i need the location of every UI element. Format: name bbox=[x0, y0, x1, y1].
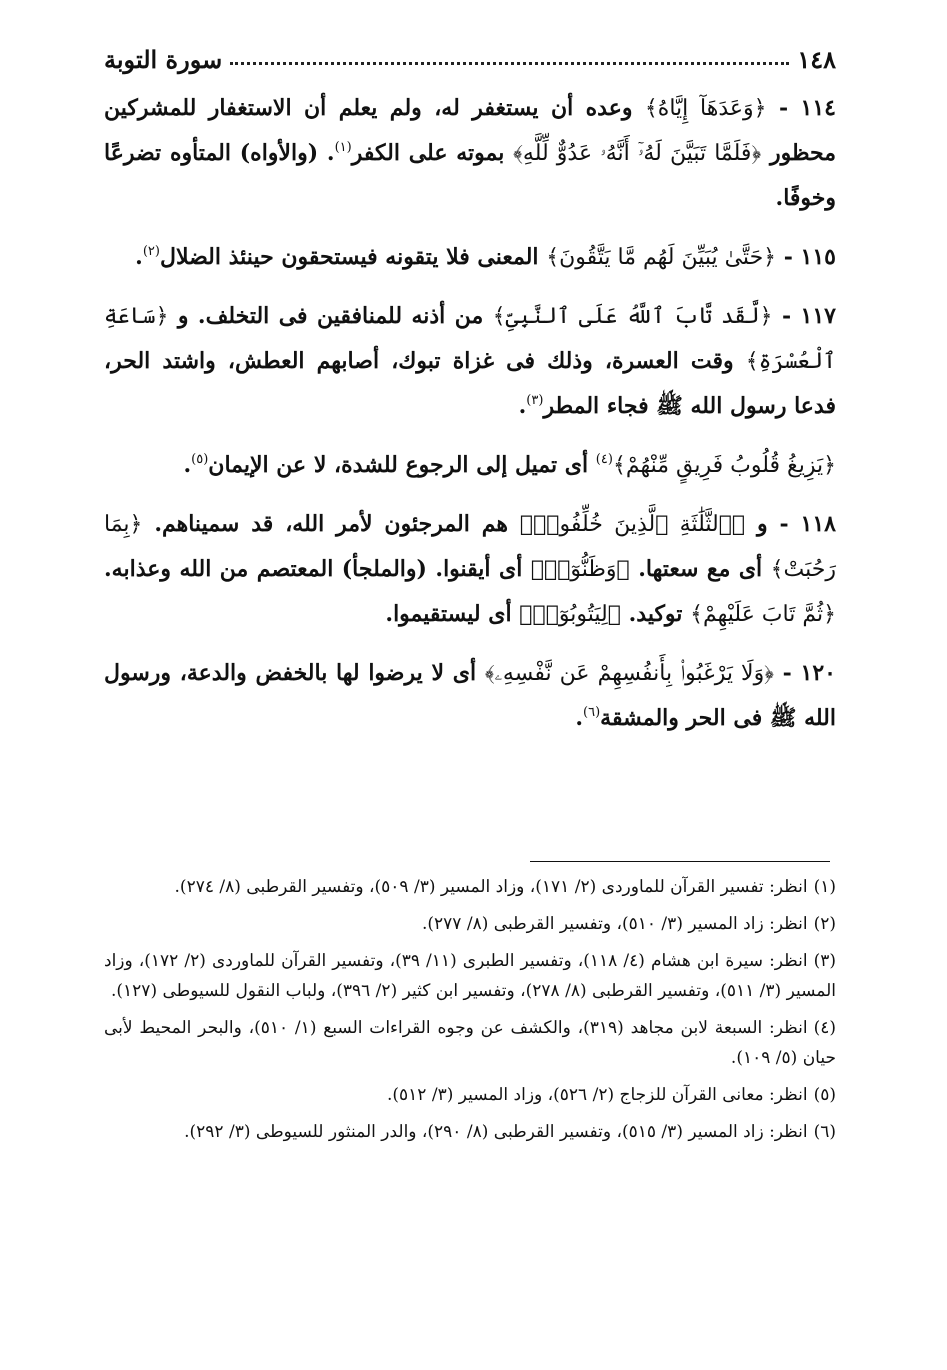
footnote-text: انظر: سيرة ابن هشام (٤/ ١١٨)، وتفسير الطبرى (١١/ ٣٩)، وتفسير القرآن للماوردى (٢/ ١٧٢)، وزاد المسير (٣/ ٥١١)، وتفسير القرطبى (٨/ ٢٧٨)، وتفسير ابن كثير (٢/ ٣٩٦)، ولباب النقول للسيوطى (١٢٧). bbox=[104, 951, 836, 1001]
commentary-text: المعنى فلا يتقونه فيستحقون حينئذ الضلال bbox=[159, 244, 547, 270]
commentary-text: . bbox=[518, 393, 527, 419]
footnote-label: (٥) bbox=[813, 1085, 836, 1105]
footnote bbox=[104, 946, 836, 1006]
quran-quote: ﴿وَظَنُّوٓا۟﴾ bbox=[530, 557, 630, 582]
verse-commentary-paragraph bbox=[104, 235, 836, 280]
footnote-marker: (٥) bbox=[191, 452, 209, 467]
footnote bbox=[104, 872, 836, 902]
footnote-marker: (٢) bbox=[142, 244, 160, 259]
footnotes bbox=[104, 872, 836, 1154]
commentary-text: أى لا يرضوا لها بالخفض والدعة، ورسول الله ﷺ فى الحر والمشقة bbox=[104, 660, 836, 731]
verse-number: ١٢٠ - bbox=[782, 660, 836, 686]
footnote-label: (٤) bbox=[813, 1018, 836, 1038]
commentary-text: أى مع سعتها. bbox=[629, 556, 771, 582]
footnote-marker: (٦) bbox=[583, 705, 601, 720]
footnote-text: انظر: تفسير القرآن للماوردى (٢/ ١٧١)، وزاد المسير (٣/ ٥٠٩)، وتفسير القرطبى (٨/ ٢٧٤). bbox=[174, 877, 808, 897]
verse-commentary-paragraph bbox=[104, 294, 836, 429]
commentary-text: توكيد. bbox=[620, 601, 691, 627]
footnote-separator bbox=[530, 861, 830, 862]
footnote-label: (١) bbox=[813, 877, 836, 897]
page-header bbox=[104, 34, 836, 74]
main-text bbox=[104, 86, 836, 755]
footnote-marker: (١) bbox=[334, 140, 352, 155]
verse-commentary-paragraph bbox=[104, 651, 836, 741]
commentary-text: أى ليستقيموا. bbox=[385, 601, 520, 627]
verse-commentary-paragraph bbox=[104, 502, 836, 637]
footnote-text: انظر: زاد المسير (٣/ ٥١٠)، وتفسير القرطبى (٨/ ٢٧٧). bbox=[422, 914, 808, 934]
commentary-text: وعده أن يستغفر له، ولم يعلم أن الاستغفار للمشركين محظور bbox=[104, 95, 837, 166]
footnote-label: (٦) bbox=[813, 1122, 836, 1142]
commentary-text: و bbox=[745, 511, 768, 537]
quran-quote: ﴿ثُمَّ تَابَ عَلَيْهِمْ﴾ bbox=[690, 602, 836, 627]
verse-number: ١١٥ - bbox=[783, 244, 836, 270]
quran-quote: ﴿سَاعَةِ ٱلْعُسْرَةِ﴾ bbox=[104, 304, 836, 374]
footnote bbox=[104, 1117, 836, 1147]
commentary-text: . bbox=[575, 705, 584, 731]
verse-number: ١١٨ - bbox=[779, 511, 836, 537]
quran-quote: ﴿بِمَا رَحُبَتْ﴾ bbox=[104, 512, 836, 582]
verse-commentary-paragraph bbox=[104, 86, 836, 221]
header-dotted-leader bbox=[230, 62, 789, 65]
commentary-text: أى تميل إلى الرجوع للشدة، لا عن الإيمان bbox=[208, 452, 596, 478]
quran-quote: ﴿فَلَمَّا تَبَيَّنَ لَهُۥٓ أَنَّهُۥ عَدُوٌّ لِّلَّهِ﴾ bbox=[513, 141, 762, 166]
quran-quote: ﴿وَلَا يَرْغَبُوا۟ بِأَنفُسِهِمْ عَن نَّفْسِهِۦ﴾ bbox=[484, 661, 774, 686]
commentary-text: . bbox=[183, 452, 192, 478]
quran-quote: ﴿لِيَتُوبُوٓا۟﴾ bbox=[519, 602, 621, 627]
commentary-text: وقت العسرة، وذلك فى غزاة تبوك، أصابهم العطش، واشتد الحر، فدعا رسول الله ﷺ فجاء المطر bbox=[104, 348, 836, 419]
quran-quote: ﴿يَزِيغُ قُلُوبُ فَرِيقٍ مِّنْهُمْ﴾ bbox=[612, 453, 836, 478]
commentary-text: هم المرجئون لأمر الله، قد سميناهم. bbox=[142, 511, 520, 537]
footnote-marker: (٤) bbox=[595, 452, 613, 467]
quran-quote: ﴿ٱلثَّلَٰثَةِ ٱلَّذِينَ خُلِّفُوا۟﴾ bbox=[519, 512, 746, 537]
quran-quote: ﴿حَتَّىٰ يُبَيِّنَ لَهُم مَّا يَتَّقُونَ﴾ bbox=[546, 245, 777, 270]
quran-quote: ﴿لَّقَد تَّابَ ٱللَّهُ عَلَى ٱلنَّبِىِّ﴾ bbox=[492, 304, 773, 329]
verse-number: ١١٧ - bbox=[781, 303, 836, 329]
verse-commentary-paragraph bbox=[104, 443, 836, 488]
commentary-text: بموته على الكفر bbox=[351, 140, 514, 166]
footnote-text: انظر: معانى القرآن للزجاج (٢/ ٥٢٦)، وزاد المسير (٣/ ٥١٢). bbox=[386, 1085, 808, 1105]
footnote-label: (٣) bbox=[813, 951, 836, 971]
footnote-text: انظر: زاد المسير (٣/ ٥١٥)، وتفسير القرطبى (٨/ ٢٩٠)، والدر المنثور للسيوطى (٣/ ٢٩٢). bbox=[184, 1122, 808, 1142]
quran-quote: ﴿وَعَدَهَآ إِيَّاهُ﴾ bbox=[644, 96, 767, 121]
footnote-marker: (٣) bbox=[526, 393, 544, 408]
commentary-text: . (والأواه) المتأوه تضرعًا وخوفًا. bbox=[104, 140, 836, 211]
verse-number: ١١٤ - bbox=[778, 95, 836, 121]
footnote bbox=[104, 909, 836, 939]
commentary-text: من أذنه للمنافقين فى التخلف. و bbox=[168, 303, 493, 329]
commentary-text: أى أيقنوا. (والملجأ) المعتصم من الله وعذابه. bbox=[104, 556, 531, 582]
footnote-text: انظر: السبعة لابن مجاهد (٣١٩)، والكشف عن وجوه القراءات السبع (١/ ٥١٠)، والبحر المحيط لأبى حيان (٥/ ١٠٩). bbox=[104, 1018, 836, 1068]
surah-title: سورة التوبة bbox=[104, 45, 223, 74]
page-number: ١٤٨ bbox=[797, 45, 836, 74]
footnote bbox=[104, 1013, 836, 1073]
commentary-text: . bbox=[135, 244, 143, 270]
footnote-label: (٢) bbox=[813, 914, 836, 934]
footnote bbox=[104, 1080, 836, 1110]
